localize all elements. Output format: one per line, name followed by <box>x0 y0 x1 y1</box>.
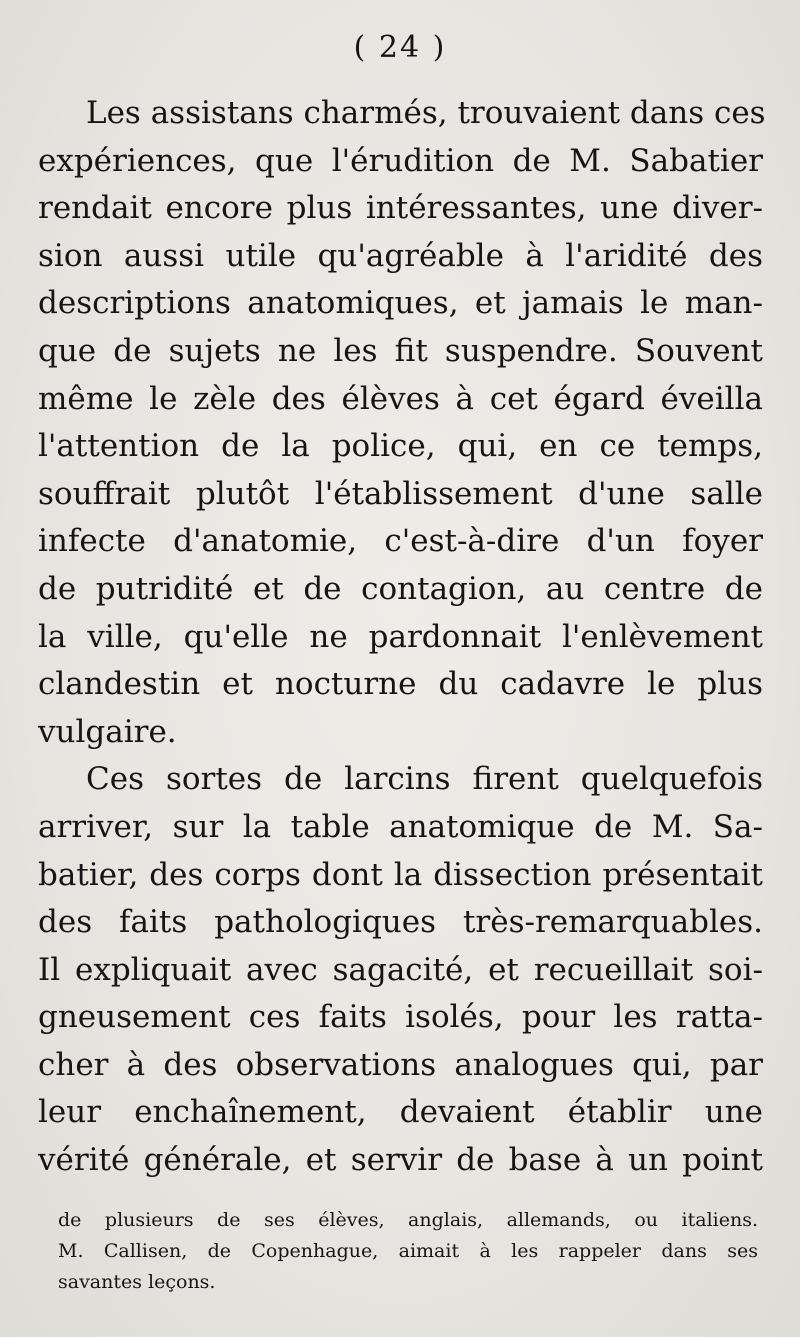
text-line: expériences, que l'érudition de M. Sabatier <box>38 142 763 179</box>
text-line: sion aussi utile qu'agréable à l'aridité des <box>38 237 763 274</box>
footnote-line: savantes leçons. <box>58 1271 216 1293</box>
paragraph-1 <box>38 90 766 756</box>
footnote <box>58 1205 758 1298</box>
paragraph-2 <box>38 756 763 1184</box>
text-line: Il expliquait avec sagacité, et recueillait soi- <box>38 951 763 988</box>
text-line: arriver, sur la table anatomique de M. Sa- <box>38 808 763 845</box>
text-line: batier, des corps dont la dissection présentait <box>38 856 763 893</box>
text-line: infecte d'anatomie, c'est-à-dire d'un foyer <box>38 523 763 560</box>
text-line: clandestin et nocturne du cadavre le plus <box>38 666 763 703</box>
footnote-line: M. Callisen, de Copenhague, aimait à les rappeler dans ses <box>58 1240 758 1262</box>
text-line: l'attention de la police, qui, en ce temps, <box>38 428 763 465</box>
text-line: que de sujets ne les fit suspendre. Souvent <box>38 332 763 369</box>
text-line: Ces sortes de larcins firent quelquefois <box>86 761 763 798</box>
footnote-line: de plusieurs de ses élèves, anglais, allemands, ou italiens. <box>58 1209 758 1231</box>
text-line: Les assistans charmés, trouvaient dans ces <box>86 95 766 131</box>
text-line: descriptions anatomiques, et jamais le man- <box>38 285 763 322</box>
text-line: vérité générale, et servir de base à un point <box>38 1142 763 1179</box>
text-line: des faits pathologiques très-remarquables. <box>38 904 763 941</box>
text-line: rendait encore plus intéressantes, une diver- <box>38 190 763 227</box>
text-line: la ville, qu'elle ne pardonnait l'enlèvement <box>38 618 763 655</box>
text-line: même le zèle des élèves à cet égard éveilla <box>38 380 763 417</box>
text-line: souffrait plutôt l'établissement d'une salle <box>38 475 763 512</box>
text-line: leur enchaînement, devaient établir une <box>38 1094 763 1131</box>
text-line: de putridité et de contagion, au centre de <box>38 570 763 607</box>
body-text <box>38 90 766 1185</box>
text-line: cher à des observations analogues qui, par <box>38 1046 763 1083</box>
page-number: ( 24 ) <box>353 30 447 65</box>
text-line: gneusement ces faits isolés, pour les ratta- <box>38 999 763 1036</box>
text-line: vulgaire. <box>38 713 177 750</box>
